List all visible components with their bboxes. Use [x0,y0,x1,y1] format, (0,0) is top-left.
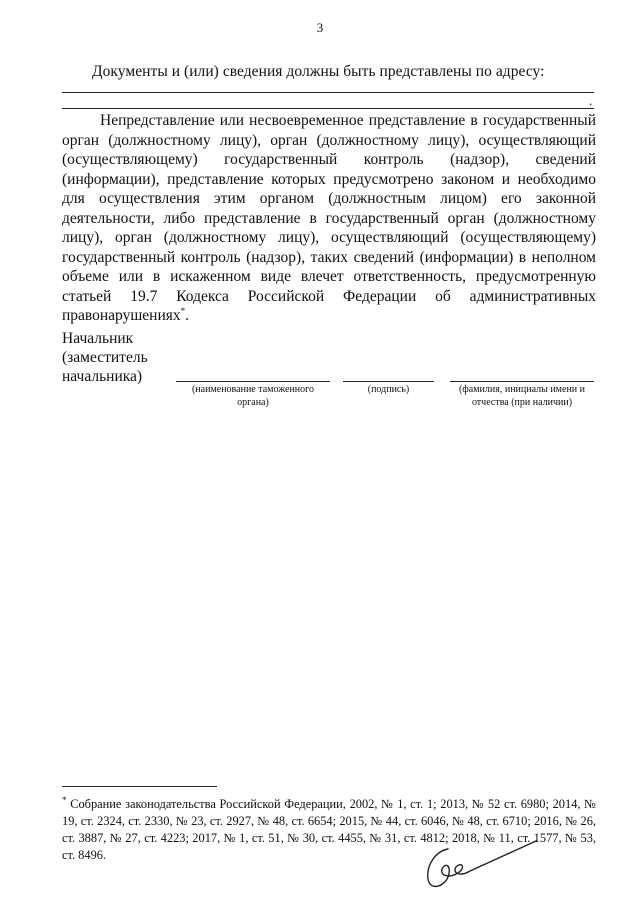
address-end-mark: . [589,93,593,108]
address-prompt: Документы и (или) сведения должны быть представлены по адресу: [92,63,545,80]
footnote-text: Собрание законодательства Российской Федерации, 2002, № 1, ст. 1; 2013, № 52 ст. 6980; 2014, № 19, ст. 2324, ст. 2330, № 23, ст. 2927, № 48, ст. 6654; 2015, № 44, ст. 6046, № 48, ст. 6710; 2016, № 26, ст. 3887, № 27, ст. 4223; 2017, № 1, ст. 51, № 30, ст. 4455, № 31, ст. 4812; 2018, № 11, ст. 1577, № 53, ст. 8496. [62,797,596,862]
liability-notice-paragraph [62,111,596,326]
signatory-role-line-1: Начальник [62,330,134,347]
liability-notice-text: Непредставление или несвоевременное представление в государственный орган (должностному лицу), орган (должностному лицу), осуществляющий (осуществляющему) государственный контроль (надзор), сведений (информации), представление которых предусмотрено законом и необходимо для осуществления этим органом (должностным лицом) его законной деятельности, либо представление в государственный орган (должностному лицу), орган (должностному лицу), осуществляющий (осуществляющему) государственный контроль (надзор), таких сведений (информации) в неполном объеме или в искаженном виде влечет ответственность, предусмотренную статьей 19.7 Кодекса Российской Федерации об административных правонарушениях [62,112,596,324]
full-name-field [450,381,594,409]
handwritten-signature [418,835,538,893]
footnote-mark: * [62,794,67,805]
signature-field [343,381,434,396]
address-blank-line-2 [62,108,594,109]
liability-notice-end: . [185,307,190,324]
customs-body-caption: (наименование таможенного органа) [191,384,315,408]
signature-caption: (подпись) [367,384,410,395]
signatory-role-line-2: (заместитель [62,349,148,366]
footnote-separator [62,786,217,787]
page-number: 3 [316,20,324,35]
customs-body-field [176,381,330,409]
signatory-role [62,329,148,386]
full-name-caption: (фамилия, инициалы имени и отчества (при наличии) [458,384,586,408]
address-blank-line-1 [62,92,594,93]
footnote-reference-mark: * [180,305,186,316]
signatory-role-line-3: начальника) [62,368,143,385]
